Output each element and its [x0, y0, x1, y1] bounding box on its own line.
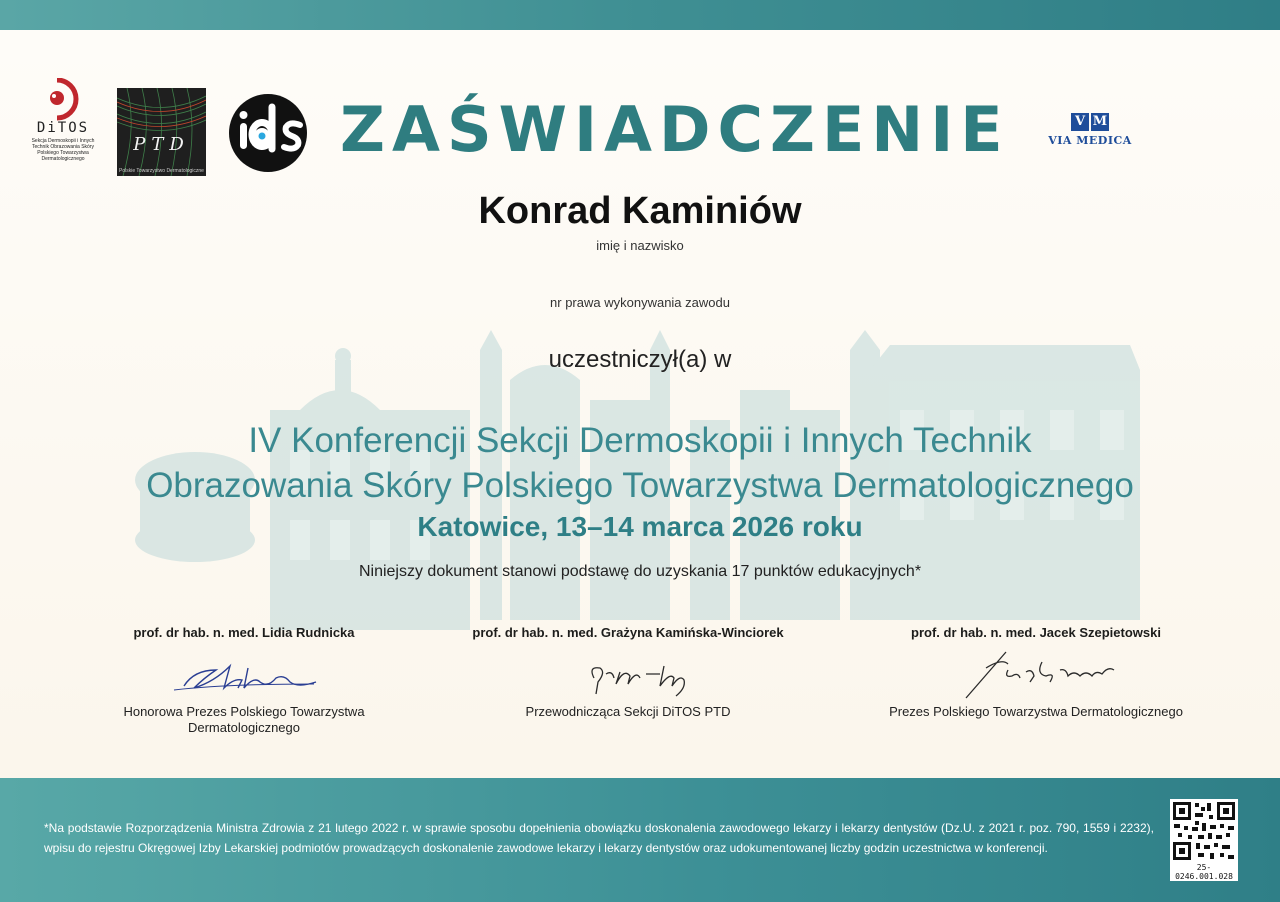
viamedica-logo: [1048, 112, 1132, 152]
viamedica-v-mark: V: [1071, 113, 1089, 131]
signature-image: [548, 648, 708, 700]
signatory-role: Prezes Polskiego Towarzystwa Dermatologicznego: [889, 704, 1183, 719]
signatory-2: [468, 625, 788, 720]
legal-footnote: *Na podstawie Rozporządzenia Ministra Zdrowia z 21 lutego 2022 r. w sprawie sposobu dopełnienia obowiązku doskonalenia zawodowego lekarzy i lekarzy dentystów (Dz.U. z 2021 r. poz. 790, 1559 i 2232), wpisu do rejestru Okręgowej Izby Lekarskiej podmiotów prowadzących doskonalenie zawodowe lekarzy i lekarzy dentystów oraz udokumentowanej liczby godzin uczestnictwa w konferencji.: [44, 821, 1154, 855]
certificate-title: ZAŚWIADCZENIE: [340, 93, 1010, 166]
recipient-name: Konrad Kaminiów: [478, 190, 802, 232]
signatory-role: Przewodnicząca Sekcji DiTOS PTD: [525, 704, 731, 719]
signatory-name: prof. dr hab. n. med. Grażyna Kamińska-Winciorek: [472, 625, 784, 640]
signature-image: [164, 648, 324, 700]
ditos-mark-icon: [43, 78, 83, 122]
ditos-caption: Sekcja Dermoskopii i Innych Technik Obrazowania Skóry Polskiego Towarzystwa Dermatologicznego: [31, 138, 95, 162]
participation-text: uczestniczył(a) w: [548, 346, 732, 373]
ptd-grid-graphic: [117, 88, 206, 176]
license-number-caption: nr prawa wykonywania zawodu: [550, 295, 730, 310]
name-caption: imię i nazwisko: [596, 238, 684, 253]
viamedica-name: VIA MEDICA: [1048, 134, 1132, 147]
conference-title-line-1: IV Konferencji Sekcji Dermoskopii i Innych Technik: [248, 421, 1032, 460]
signatory-1: [84, 625, 404, 736]
signatory-3: [876, 625, 1196, 720]
ids-logo-icon: [228, 93, 308, 173]
signatory-name: prof. dr hab. n. med. Lidia Rudnicka: [133, 625, 355, 640]
signatory-role: Honorowa Prezes Polskiego Towarzystwa Dermatologicznego: [123, 704, 365, 735]
ptd-logo: [117, 88, 206, 176]
signatory-name: prof. dr hab. n. med. Jacek Szepietowski: [911, 625, 1161, 640]
qr-code-icon: [1170, 799, 1238, 863]
conference-place-date: Katowice, 13–14 marca 2026 roku: [417, 511, 863, 542]
viamedica-m-mark: M: [1092, 114, 1108, 129]
signature-image: [946, 648, 1126, 700]
ditos-wordmark: DiTOS: [36, 120, 90, 136]
ptd-caption: Polskie Towarzystwo Dermatologiczne: [119, 168, 204, 174]
ditos-logo: [30, 78, 96, 182]
qr-code-number: 25-0246.001.028: [1170, 863, 1238, 881]
conference-title-line-2: Obrazowania Skóry Polskiego Towarzystwa Dermatologicznego: [146, 466, 1134, 505]
top-band: [0, 0, 1280, 30]
credit-points-statement: Niniejszy dokument stanowi podstawę do uzyskania 17 punktów edukacyjnych*: [358, 563, 922, 580]
ptd-letters: PTD: [133, 134, 190, 155]
qr-code: [1170, 799, 1238, 881]
